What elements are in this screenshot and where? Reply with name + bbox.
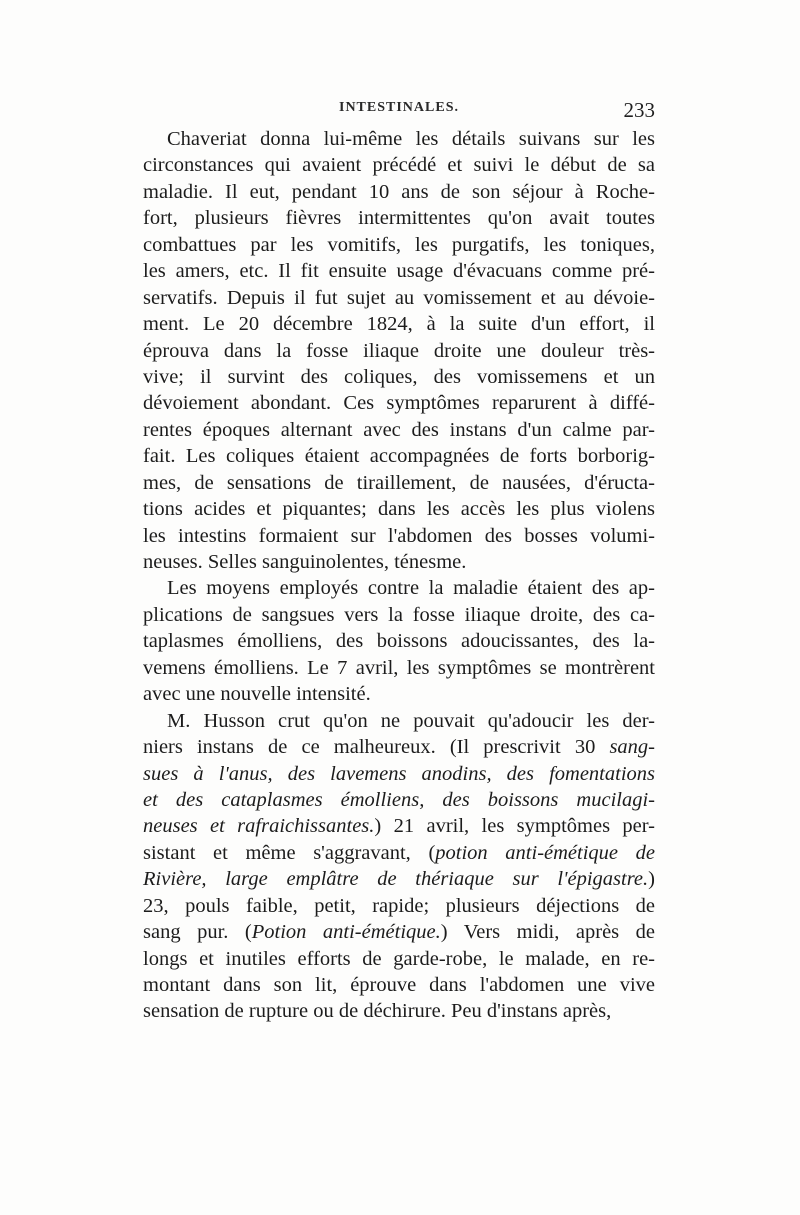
italic-text: sang- [609,736,655,759]
text-line [143,761,655,787]
italic-text: potion anti-émétique de [435,841,656,864]
text-run: vemens émolliens. Le 7 avril, les symptômes se montrèrent [143,656,655,679]
text-run: neuses. Selles sanguinolentes, ténesme. [143,551,467,573]
text-line [143,946,655,972]
text-line [143,126,655,152]
text-line [143,602,655,628]
text-line [143,628,655,654]
text-line [143,496,655,522]
text-line [143,390,655,416]
text-run: dévoiement abondant. Ces symptômes reparurent à diffé- [143,392,655,415]
text-line [143,575,655,601]
text-run: les amers, etc. Il fit ensuite usage d'évacuans comme pré- [143,260,655,283]
text-line [143,258,655,284]
text-run: taplasmes émolliens, des boissons adoucissantes, des la- [143,630,655,653]
text-line [143,813,655,839]
text-line [143,866,655,892]
text-run: tions acides et piquantes; dans les accès les plus violens [143,498,655,521]
text-line [143,152,655,178]
text-line [143,787,655,813]
text-run: Chaveriat donna lui-même les détails suivans sur les [167,128,655,150]
text-line [143,417,655,443]
text-run: sang pur. ( [143,921,252,944]
text-line [143,523,655,549]
text-run: ) Vers midi, après de [440,921,655,944]
text-run: sensation de rupture ou de déchirure. Peu d'instans après, [143,1000,612,1023]
text-run: fait. Les coliques étaient accompagnées de forts borborig- [143,445,655,468]
text-run: combattues par les vomitifs, les purgatifs, les toniques, [143,233,655,256]
text-line [143,443,655,469]
text-line [143,708,655,734]
text-line [143,205,655,231]
text-run: servatifs. Depuis il fut sujet au vomissement et au dévoie- [143,286,655,309]
italic-text: sues à l'anus, des lavemens anodins, des fomentations [143,762,655,785]
text-line [143,232,655,258]
text-line [143,681,655,707]
text-run: circonstances qui avaient précédé et suivi le début de sa [143,154,655,177]
paragraph [143,575,655,707]
text-line [143,549,655,575]
text-run: 23, pouls faible, petit, rapide; plusieurs déjections de [143,894,655,917]
text-line [143,972,655,998]
text-run: ment. Le 20 décembre 1824, à la suite d'un effort, il [143,313,655,336]
text-line [143,364,655,390]
text-line [143,893,655,919]
page-number: 233 [623,98,655,122]
body-text [143,126,655,1025]
text-run: avec une nouvelle intensité. [143,683,371,706]
running-head: INTESTINALES. [339,100,459,115]
text-line [143,655,655,681]
italic-text: neuses et rafraichissantes. [143,815,375,838]
text-run: rentes époques alternant avec des instans d'un calme par- [143,418,655,441]
text-run: Les moyens employés contre la maladie étaient des ap- [167,577,655,600]
paragraph [143,126,655,575]
text-run: vive; il survint des coliques, des vomissemens et un [143,365,655,388]
text-run: maladie. Il eut, pendant 10 ans de son séjour à Roche- [143,180,655,203]
text-run: M. Husson crut qu'on ne pouvait qu'adoucir les der- [167,709,655,732]
text-line [143,998,655,1024]
text-line [143,919,655,945]
text-line [143,179,655,205]
text-run: longs et inutiles efforts de garde-robe, le malade, en re- [143,947,655,970]
text-line [143,311,655,337]
paragraph [143,708,655,1025]
text-line [143,734,655,760]
text-run: ) [648,868,655,891]
text-run: plications de sangsues vers la fosse iliaque droite, des ca- [143,603,655,626]
text-line [143,285,655,311]
text-run: ) 21 avril, les symptômes per- [374,815,655,838]
text-line [143,338,655,364]
italic-text: et des cataplasmes émolliens, des boissons mucilagi- [143,788,655,811]
text-run: éprouva dans la fosse iliaque droite une douleur très- [143,339,655,362]
text-run: fort, plusieurs fièvres intermittentes qu'on avait toutes [143,207,655,230]
text-run: niers instans de ce malheureux. (Il prescrivit 30 [143,736,610,759]
page-header [143,98,655,124]
text-run: les intestins formaient sur l'abdomen des bosses volumi- [143,524,655,547]
italic-text: Rivière, large emplâtre de thériaque sur l'épigastre. [143,868,649,891]
text-line [143,470,655,496]
italic-text: Potion anti-émétique. [251,921,441,944]
text-run: sistant et même s'aggravant, ( [143,841,436,864]
text-run: mes, de sensations de tiraillement, de nausées, d'éructa- [143,471,655,494]
text-run: montant dans son lit, éprouve dans l'abdomen une vive [143,974,655,996]
text-line [143,840,655,866]
